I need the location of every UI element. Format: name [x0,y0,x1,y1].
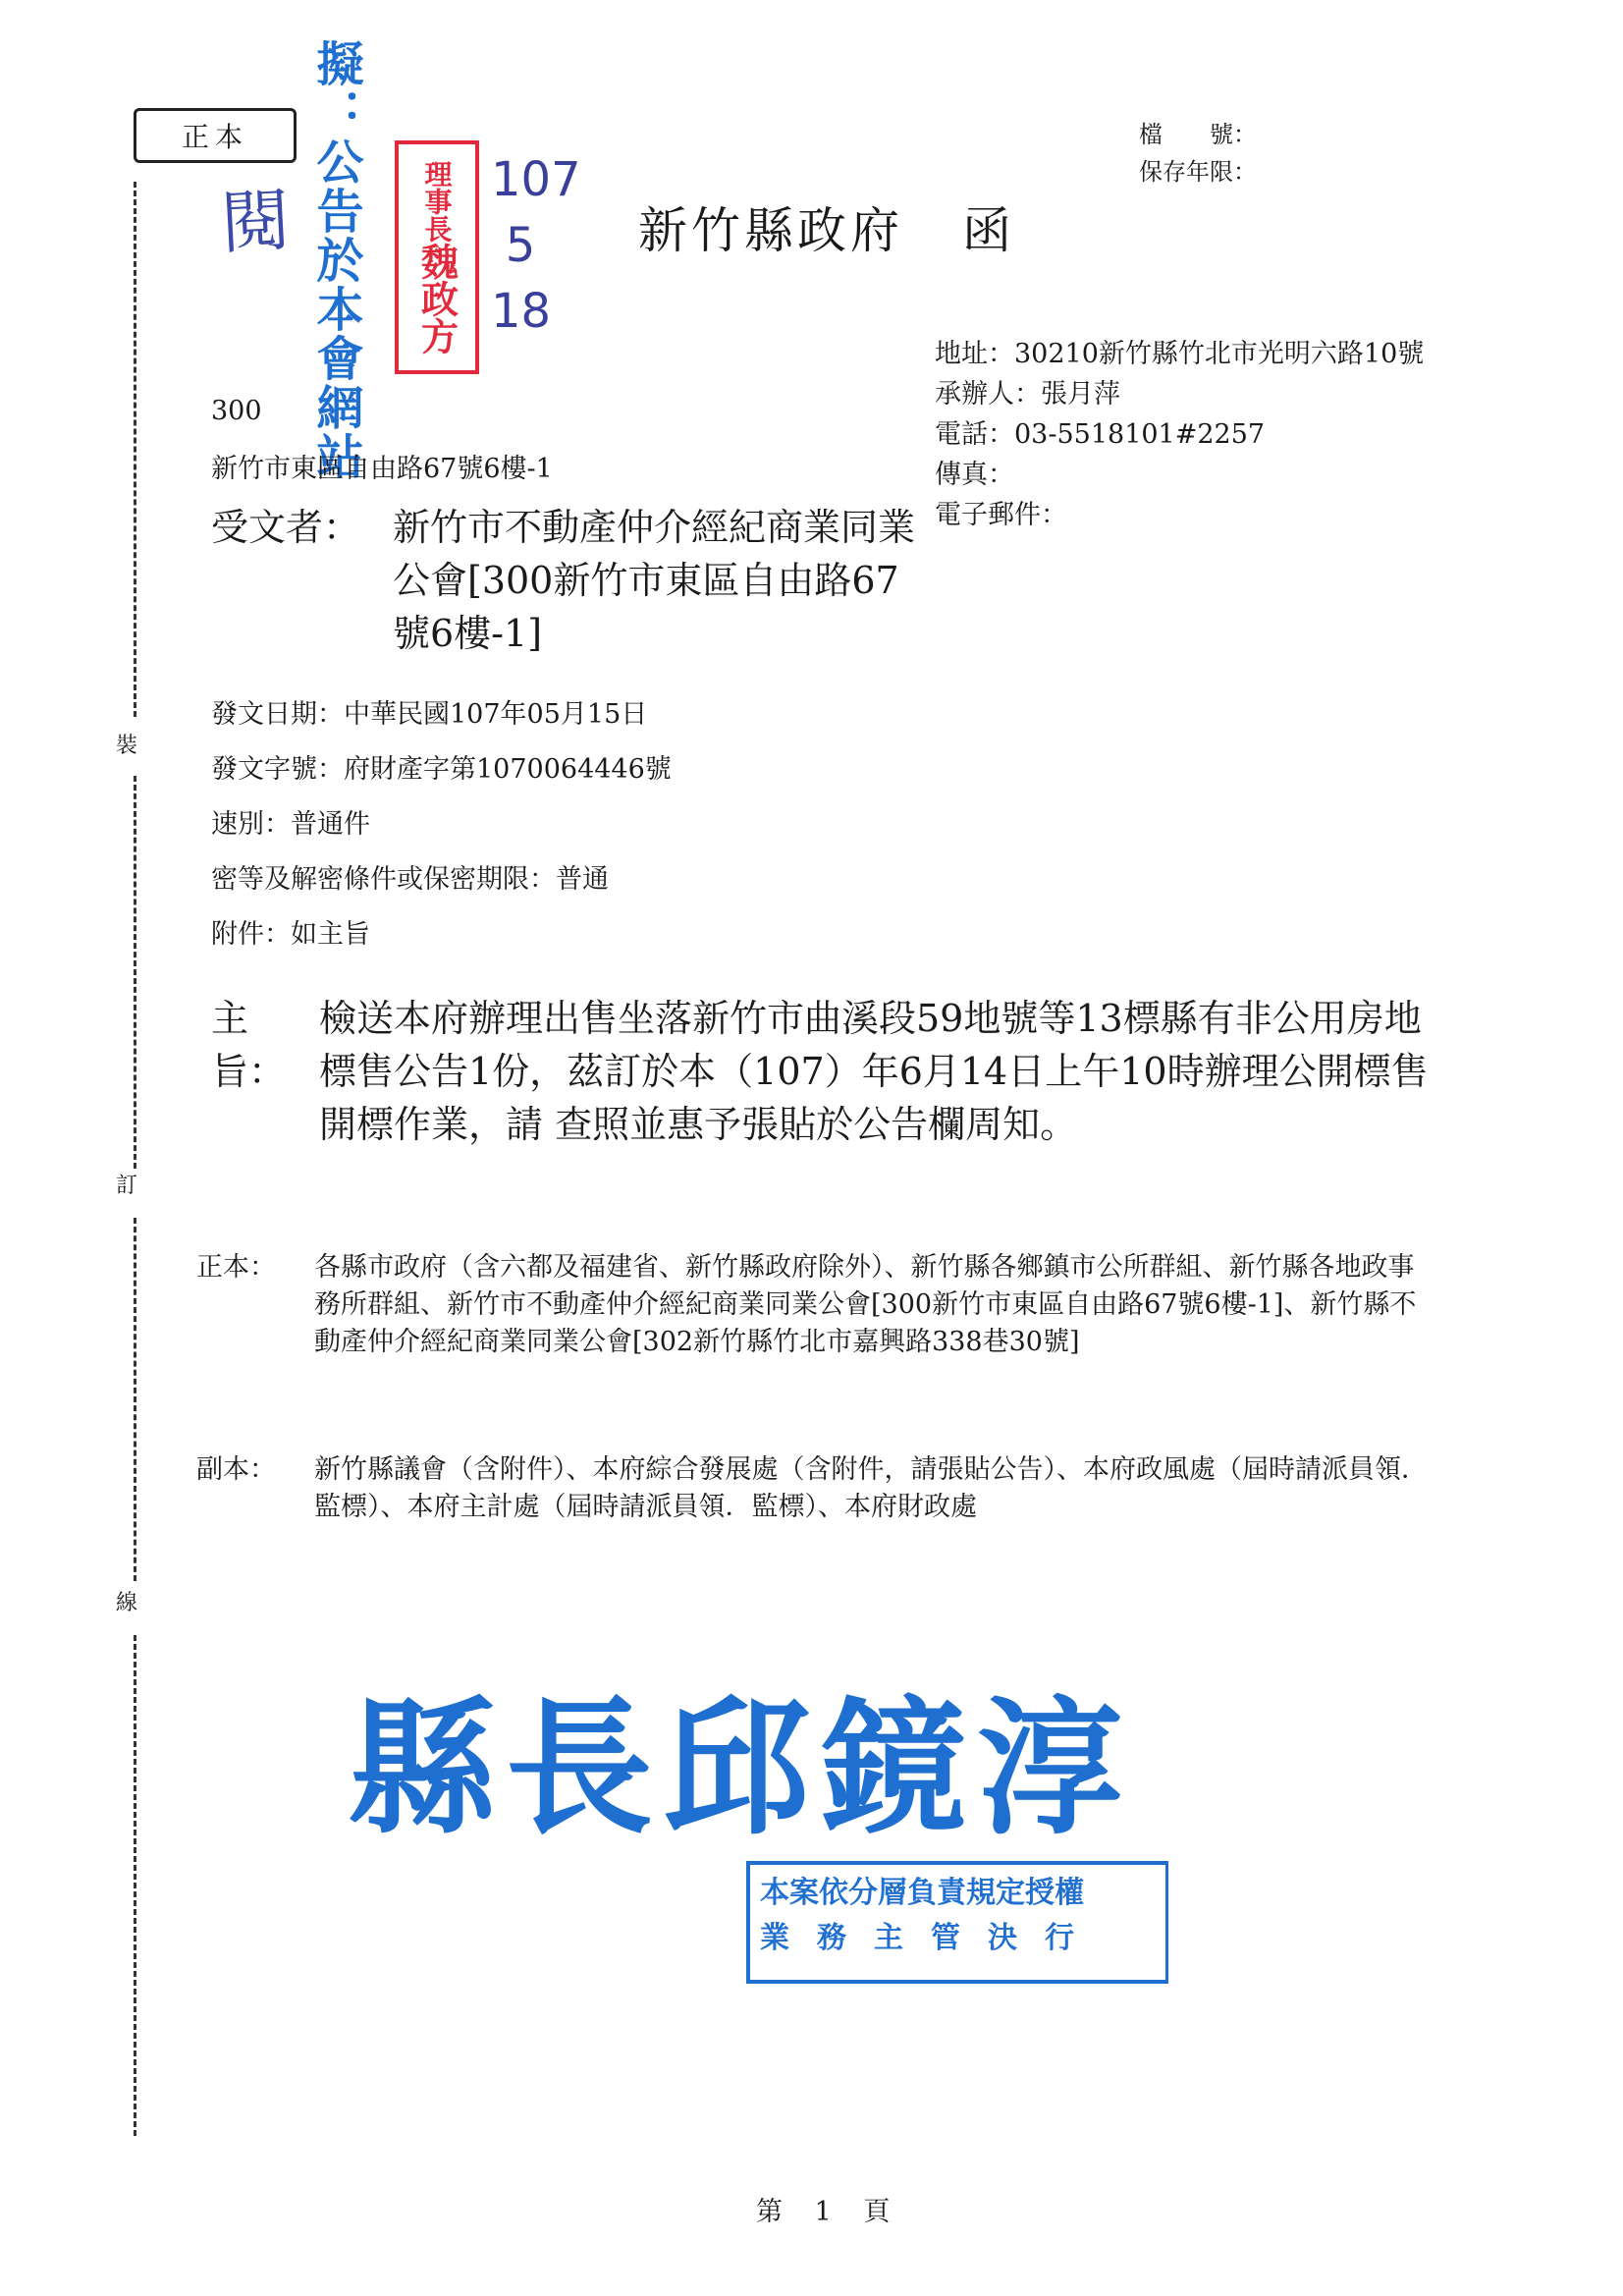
stamp-name: 魏政方 [414,243,460,355]
authorization-stamp [746,1861,1168,1984]
copy-text: 新竹縣議會（含附件）、本府綜合發展處（含附件，請張貼公告）、本府政風處（屆時請派員領．監標）、本府主計處（屆時請派員領．監標）、本府財政處 [314,1454,1428,1522]
document-meta [211,687,672,962]
subject-block [211,992,1458,1151]
file-info [1139,116,1257,191]
original-recipients [196,1249,1434,1361]
handwritten-instruction: 擬：公告於本會網站 [308,39,363,481]
magistrate-signature-stamp: 縣長邱鏡淳 [349,1682,1135,1855]
original-text: 各縣市政府（含六都及福建省、新竹縣政府除外）、新竹縣各鄉鎮市公所群組、新竹縣各地政事務所群組、新竹市不動產仲介經紀商業同業公會[300新竹市東區自由路67號6樓-1]、新竹縣不動產仲介經紀商業同業公會[302新竹縣竹北市嘉興路338巷30號] [314,1252,1417,1357]
file-number-label: 檔 號： [1139,121,1257,148]
hand-date-month: 5 [505,218,536,274]
sender-email: 電子郵件： [935,500,1067,530]
copy-type-label: 正本 [181,121,248,153]
document-kind: 函 [962,202,1015,259]
binding-dashed-line [134,182,136,717]
recipient-value: 新竹市不動產仲介經紀商業同業公會[300新竹市東區自由路67號6樓-1] [393,506,916,655]
page-number: 第 1 頁 [756,2197,902,2227]
speed-class: 速別：普通件 [211,809,370,840]
copy-recipients [196,1451,1434,1526]
handwritten-date [491,147,581,346]
original-label: 正本： [196,1252,276,1283]
sender-phone: 電話：03-5518101#2257 [935,419,1266,450]
attachment: 附件：如主旨 [211,919,370,950]
issue-date: 發文日期：中華民國107年05月15日 [211,699,648,730]
copy-type-box [134,108,297,163]
issuer-name: 新竹縣政府 [638,202,903,259]
subject-label: 主旨： [211,997,287,1093]
stamp-title: 理事長 [420,160,454,243]
recipient-zip: 300 [211,396,262,426]
binding-label-ding: 訂 [116,1174,138,1198]
recipient-block [211,501,923,660]
binding-dashed-line [134,1218,136,1581]
hand-date-day: 18 [491,284,552,340]
subject-text: 檢送本府辦理出售坐落新竹市曲溪段59地號等13標縣有非公用房地標售公告1份，茲訂於本（107）年6月14日上午10時辦理公開標售開標作業，請 查照並惠予張貼於公告欄周知。 [319,997,1429,1146]
auth-line-2: 業務主管決行 [760,1921,1102,1955]
security-class: 密等及解密條件或保密期限：普通 [211,864,609,895]
retention-label: 保存年限： [1139,158,1257,186]
sender-handler: 承辦人：張月萍 [935,379,1120,410]
sender-fax: 傳真： [935,460,1014,490]
sender-info [935,334,1424,535]
binding-dashed-line [134,776,136,1169]
doc-number: 發文字號：府財產字第1070064446號 [211,754,672,785]
chairman-red-stamp [395,140,479,374]
hand-date-year: 107 [491,152,581,207]
recipient-mail-address: 新竹市東區自由路67號6樓-1 [211,454,553,484]
binding-label-zhuang: 裝 [116,734,138,758]
sender-address: 地址：30210新竹縣竹北市光明六路10號 [935,339,1425,369]
read-mark: 閱 [219,180,293,264]
copy-label: 副本： [196,1454,276,1485]
document-title [638,191,1015,262]
recipient-label: 受文者： [211,506,361,549]
binding-dashed-line [134,1635,136,2136]
binding-label-xian: 線 [116,1591,138,1615]
auth-line-1: 本案依分層負責規定授權 [760,1876,1084,1910]
